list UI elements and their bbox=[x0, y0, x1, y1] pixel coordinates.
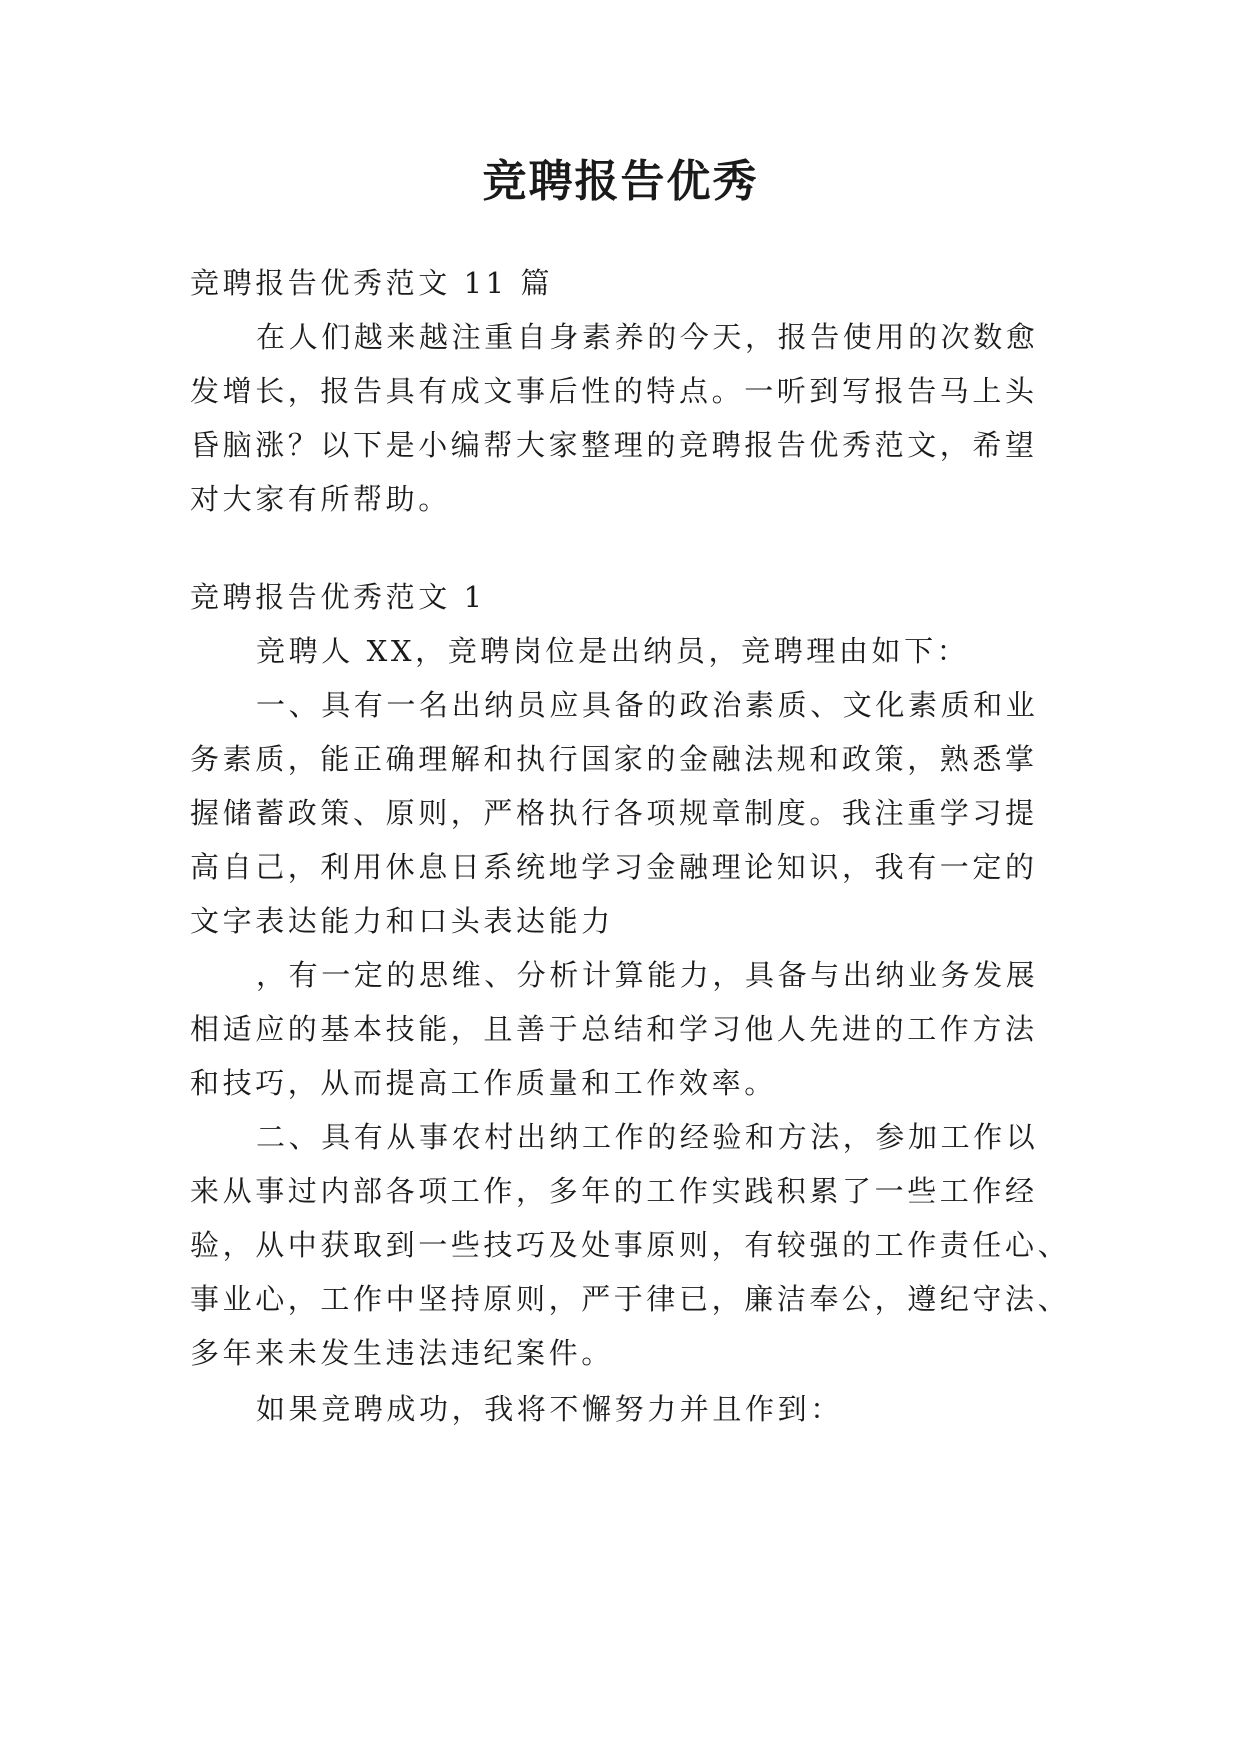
paragraph-line: 竞聘人 XX，竞聘岗位是出纳员，竞聘理由如下： bbox=[256, 634, 970, 668]
paragraph-line: 文字表达能力和口头表达能力 bbox=[190, 904, 614, 938]
intro-line: 发增长，报告具有成文事后性的特点。一听到写报告马上头 bbox=[190, 374, 1038, 408]
paragraph-line: 相适应的基本技能，且善于总结和学习他人先进的工作方法 bbox=[190, 1012, 1038, 1046]
paragraph-line: 务素质，能正确理解和执行国家的金融法规和政策，熟悉掌 bbox=[190, 742, 1038, 776]
intro-line: 对大家有所帮助。 bbox=[190, 482, 451, 516]
paragraph-line: 二、具有从事农村出纳工作的经验和方法，参加工作以 bbox=[256, 1120, 1039, 1154]
intro-line: 在人们越来越注重自身素养的今天，报告使用的次数愈 bbox=[256, 320, 1039, 354]
subtitle-line: 竞聘报告优秀范文 11 篇 bbox=[190, 266, 554, 300]
paragraph-line: 如果竞聘成功，我将不懈努力并且作到： bbox=[256, 1392, 843, 1426]
document-title: 竞聘报告优秀 bbox=[482, 156, 759, 207]
intro-line: 昏脑涨？以下是小编帮大家整理的竞聘报告优秀范文，希望 bbox=[190, 428, 1038, 462]
paragraph-line: 来从事过内部各项工作，多年的工作实践积累了一些工作经 bbox=[190, 1174, 1038, 1208]
paragraph-line: 事业心，工作中坚持原则，严于律已，廉洁奉公，遵纪守法、 bbox=[190, 1282, 1071, 1316]
paragraph-line: 和技巧，从而提高工作质量和工作效率。 bbox=[190, 1066, 777, 1100]
section-heading: 竞聘报告优秀范文 1 bbox=[190, 580, 486, 614]
paragraph-line: 高自己，利用休息日系统地学习金融理论知识，我有一定的 bbox=[190, 850, 1038, 884]
paragraph-line: ，有一定的思维、分析计算能力，具备与出纳业务发展 bbox=[256, 958, 1039, 992]
paragraph-line: 多年来未发生违法违纪案件。 bbox=[190, 1336, 614, 1370]
paragraph-line: 握储蓄政策、原则，严格执行各项规章制度。我注重学习提 bbox=[190, 796, 1038, 830]
paragraph-line: 一、具有一名出纳员应具备的政治素质、文化素质和业 bbox=[256, 688, 1039, 722]
paragraph-line: 验，从中获取到一些技巧及处事原则，有较强的工作责任心、 bbox=[190, 1228, 1071, 1262]
